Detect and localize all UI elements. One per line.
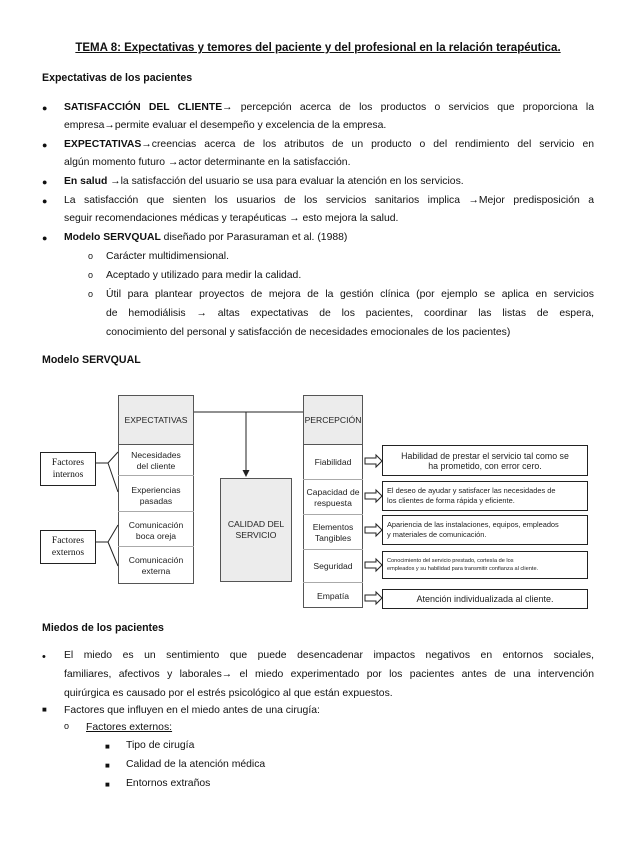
exp-item: Necesidades del cliente	[118, 446, 194, 476]
item-usuarios-line1: La satisfacción que sienten los usuarios de los servicios sanitarios implica →Mejor predisposición a	[64, 195, 594, 206]
factores-intro: Factores que influyen en el miedo antes de una cirugía:	[64, 705, 320, 716]
arrow-icon	[365, 455, 382, 467]
desc-fiabilidad: Habilidad de prestar el servicio tal como se ha prometido, con error cero.	[382, 445, 588, 476]
perc-item: Fiabilidad	[303, 446, 363, 480]
percepcion-label: PERCEPCIÓN	[304, 414, 362, 425]
miedo-paragraph-line2: familiares, afectivos y laborales→ el miedo experimentado por los pacientes antes de una intervención	[64, 669, 594, 680]
perc-item: Seguridad	[303, 551, 363, 583]
desc-capacidad: El deseo de ayudar y satisfacer las necesidades de los clientes de forma rápida y eficiente.	[382, 481, 588, 511]
perc-item: Elementos Tangibles	[303, 516, 363, 550]
calidad-label: CALIDAD DEL SERVICIO	[227, 519, 285, 540]
bullet-icon: ●	[42, 140, 48, 150]
sub-item: Aceptado y utilizado para medir la calidad.	[106, 270, 302, 281]
expectativas-label: EXPECTATIVAS	[124, 414, 188, 425]
square-bullet-icon: ■	[105, 780, 110, 789]
circle-bullet-icon: o	[64, 721, 70, 731]
factor-item: Tipo de cirugía	[126, 740, 195, 751]
model-heading: Modelo SERVQUAL	[42, 354, 141, 366]
sub-item: de hemodiálisis → altas expectativas de los pacientes, coordinar las listas de espera,	[106, 308, 594, 319]
item-salud: En salud →la satisfacción del usuario se usa para evaluar la atención en los servicios.	[64, 176, 464, 187]
bullet-icon: ●	[42, 196, 48, 206]
section-heading-expectativas: Expectativas de los pacientes	[42, 72, 193, 84]
page-title: TEMA 8: Expectativas y temores del paciente y del profesional en la relación terapéutica.	[75, 42, 561, 54]
perc-item: Capacidad de respuesta	[303, 481, 363, 515]
desc-seguridad: Conocimiento del servicio prestado, cortesía de los empleados y su habilidad para transmitir confianza al cliente.	[382, 551, 588, 579]
square-bullet-icon: ■	[42, 705, 47, 714]
sub-item: Útil para plantear proyectos de mejora de la gestión clínica (por ejemplo se aplica en servicios	[106, 289, 594, 300]
sub-item: conocimiento del personal y satisfacción de necesidades emocionales de los pacientes)	[106, 327, 511, 338]
item-satisfaccion-line2: empresa→permite evaluar el desempeño y excelencia de la empresa.	[64, 120, 387, 131]
exp-item: Comunicación externa	[128, 555, 184, 576]
factores-externos-label: Factores externos:	[86, 722, 173, 733]
bullet-icon: •	[42, 651, 46, 663]
circle-bullet-icon: o	[88, 251, 94, 261]
arrow-icon	[365, 592, 382, 604]
exp-item: Experiencias pasadas	[118, 480, 194, 512]
arrow-icon	[365, 559, 382, 571]
internal-factor-bracket	[96, 452, 118, 492]
square-bullet-icon: ■	[105, 761, 110, 770]
miedo-paragraph-line1: El miedo es un sentimiento que puede desencadenar impactos negativos en entornos sociales,	[64, 650, 594, 661]
exp-item: Comunicación boca oreja	[118, 515, 194, 547]
external-factor-bracket	[96, 525, 118, 566]
item-expectativas-line1: EXPECTATIVAS→creencias acerca de los atributos de un producto o del rendimiento del servicio en	[64, 139, 594, 150]
desc-empatia: Atención individualizada al cliente.	[382, 589, 588, 609]
circle-bullet-icon: o	[88, 270, 94, 280]
desc-tangibles: Apariencia de las instalaciones, equipos, empleados y materiales de comunicación.	[382, 515, 588, 545]
perc-item: Empatía	[316, 590, 349, 601]
bullet-icon: ●	[42, 103, 48, 113]
item-expectativas-line2: algún momento futuro →actor determinante en la satisfacción.	[64, 157, 351, 168]
item-usuarios-line2: seguir recomendaciones médicas y terapéuticas → esto mejora la salud.	[64, 213, 399, 224]
miedo-paragraph-line3: quirúrgica es causado por el estrés psicológico al que están expuestos.	[64, 688, 393, 699]
factores-internos: Factores internos	[40, 452, 96, 486]
circle-bullet-icon: o	[88, 289, 94, 299]
factor-item: Calidad de la atención médica	[126, 759, 266, 770]
item-servqual: Modelo SERVQUAL diseñado por Parasuraman et al. (1988)	[64, 232, 348, 243]
section-heading-miedos: Miedos de los pacientes	[42, 622, 164, 634]
item-satisfaccion-line1: SATISFACCIÓN DEL CLIENTE→ percepción acerca de los productos o servicios que proporciona la	[64, 102, 594, 113]
arrow-icon	[365, 490, 382, 502]
sub-item: Carácter multidimensional.	[106, 251, 230, 262]
bullet-icon: ●	[42, 233, 48, 243]
factor-item: Entornos extraños	[126, 778, 211, 789]
square-bullet-icon: ■	[105, 742, 110, 751]
bullet-icon: ●	[42, 177, 48, 187]
factores-externos: Factores externos	[40, 530, 96, 564]
arrow-icon	[365, 524, 382, 536]
